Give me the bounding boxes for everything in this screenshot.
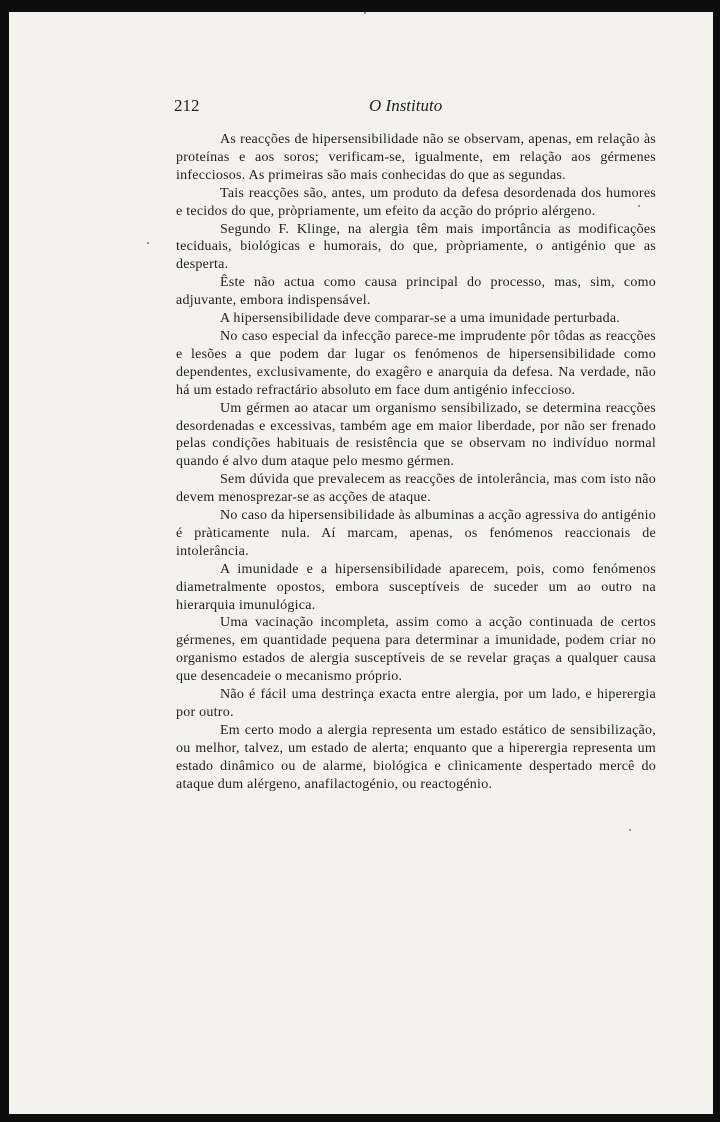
paragraph: Uma vacinação incompleta, assim como a acção continuada de certos gérmenes, em quantidade pequena para determinar a imunidade, podem criar no organismo estados de alergia susceptíveis de se revelar graças a qualquer causa que desencadeie o mecanismo próprio.	[176, 615, 656, 685]
page-header	[9, 96, 713, 120]
paragraph: A imunidade e a hipersensibilidade aparecem, pois, como fenómenos diametralmente opostos, embora susceptíveis de suceder um ao outro na hierarquia imunulógica.	[176, 561, 656, 613]
paragraph: Não é fácil uma destrinça exacta entre alergia, por um lado, e hiperergia por outro.	[176, 687, 656, 720]
paragraph: Tais reacções são, antes, um produto da defesa desordenada dos humores e tecidos do que, pròpriamente, um efeito da acção do próprio alérgeno.	[176, 185, 656, 219]
paragraph: Sem dúvida que prevalecem as reacções de intolerância, mas com isto não devem menosprezar-se as acções de ataque.	[176, 472, 656, 506]
paragraph: Em certo modo a alergia representa um estado estático de sensibilização, ou melhor, talvez, um estado de alerta; enquanto que a hiperergia representa um estado dinâmico ou de alarme, biológica e clìnicamente despertado mercê do ataque dum alérgeno, anafilactogénio, ou reactogénio.	[176, 722, 656, 792]
paragraph: Segundo F. Klinge, na alergia têm mais importância as modificações teciduais, biológicas e humorais, do que, pròpriamente, o antigénio que as desperta.	[176, 221, 656, 273]
paragraph: Um gérmen ao atacar um organismo sensibilizado, se determina reacções desordenadas e excessivas, também age em maior liberdade, por não ser frenado pelas condições habituais de resistência que se observam no indivíduo normal quando é alvo dum ataque pelo mesmo gérmen.	[176, 400, 656, 470]
paragraph: As reacções de hipersensibilidade não se observam, apenas, em relação às proteínas e aos soros; verificam-se, igualmente, em relação aos gérmenes infecciosos. As primeiras são mais conhecidas do que as segundas.	[176, 132, 656, 183]
paragraph: Êste não actua como causa principal do processo, mas, sim, como adjuvante, embora indispensável.	[176, 275, 656, 309]
paragraph: No caso da hipersensibilidade às albuminas a acção agressiva do antigénio é pràticamente nula. Aí marcam, apenas, os fenómenos reaccionais de intolerância.	[176, 508, 656, 559]
page-number: 212	[174, 96, 200, 115]
scan-speck	[638, 205, 640, 207]
scan-speck	[147, 242, 149, 244]
scan-speck	[629, 829, 631, 831]
running-title: O Instituto	[369, 96, 443, 115]
scan-speck	[364, 12, 366, 14]
paragraph: A hipersensibilidade deve comparar-se a uma imunidade perturbada.	[220, 311, 621, 327]
book-page	[9, 12, 713, 1114]
paragraph: No caso especial da infecção parece-me imprudente pôr tôdas as reacções e lesões a que podem dar lugar os fenómenos de hipersensibilidade como dependentes, exclusivamente, do exagêro e anarquia da defesa. Na verdade, não há um estado refractário absoluto em face dum antigénio infeccioso.	[176, 328, 656, 398]
body-text	[176, 131, 656, 794]
